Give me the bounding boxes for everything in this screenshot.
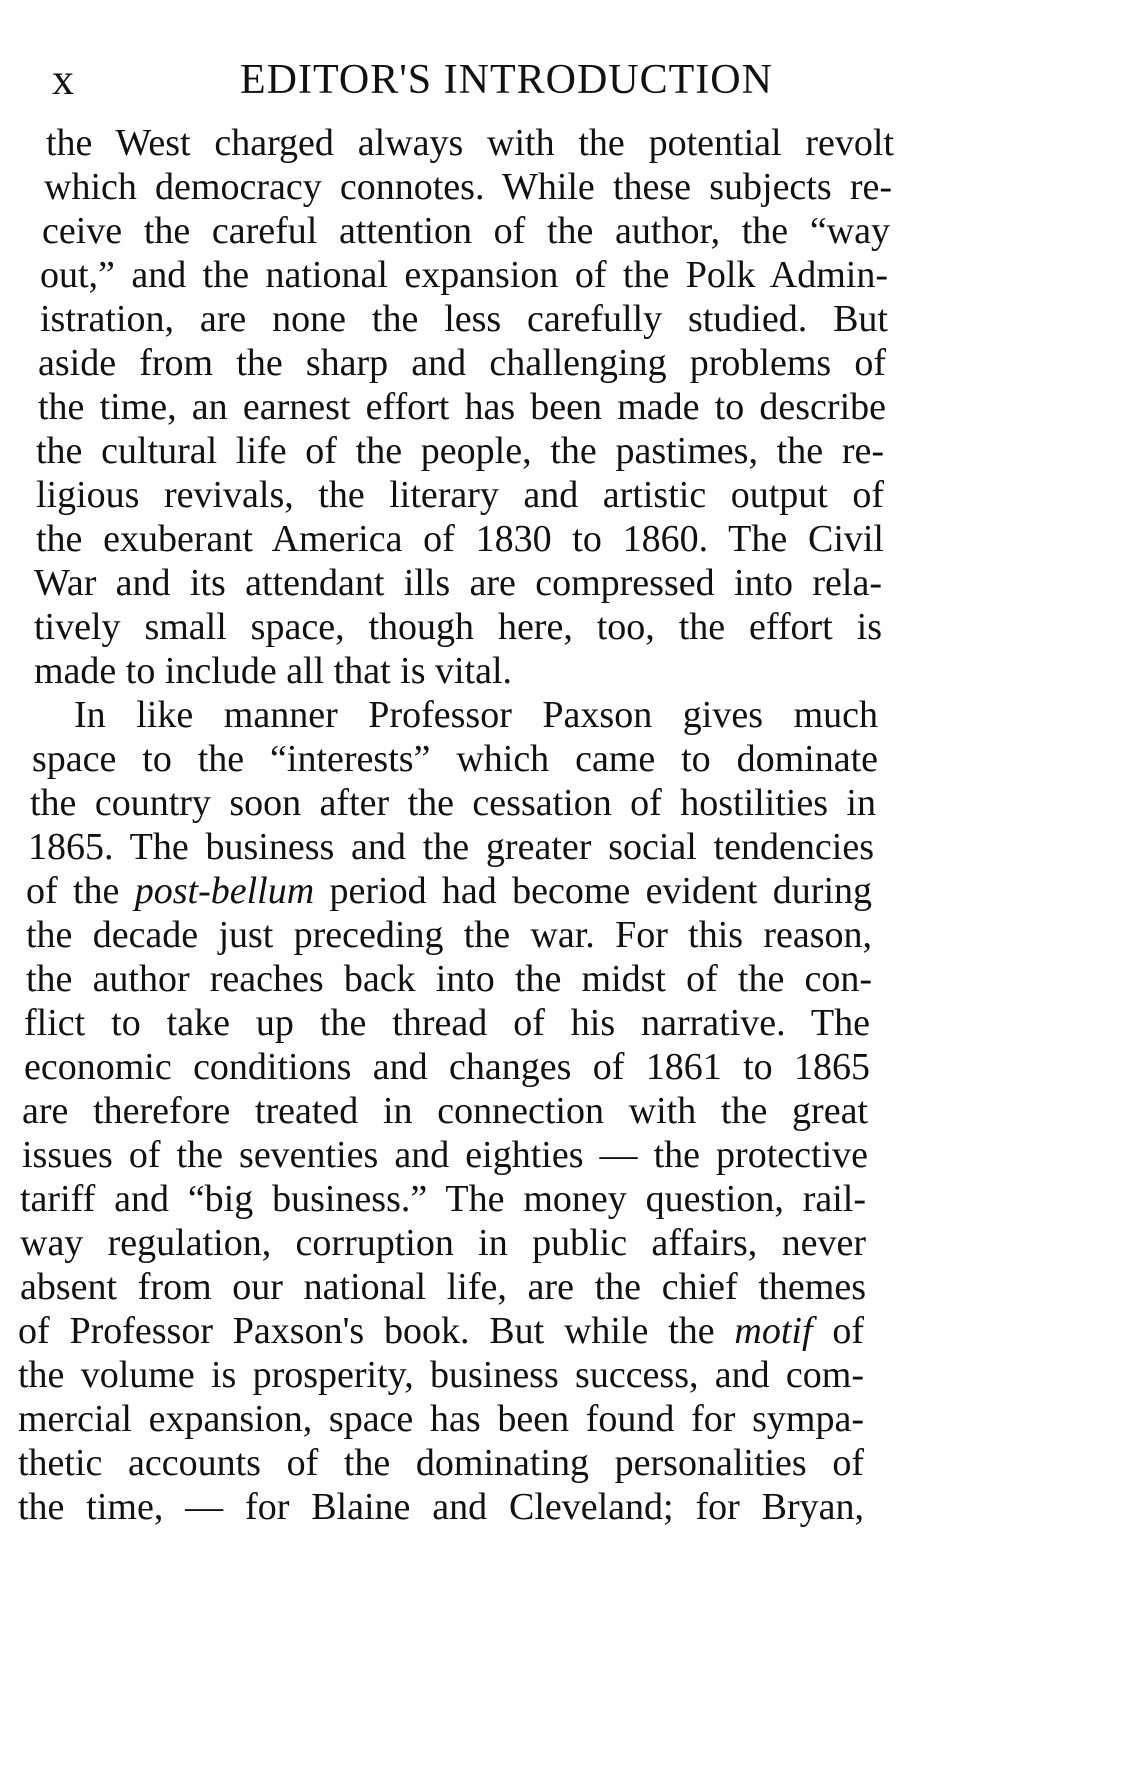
text-line: the author reaches back into the midst of the con- xyxy=(26,958,872,1000)
text-line: the cultural life of the people, the pastimes, the re- xyxy=(36,430,884,472)
text-line: ceive the careful attention of the author, the “way xyxy=(42,210,890,252)
text-line: economic conditions and changes of 1861 to 1865 xyxy=(24,1046,870,1088)
text-line: absent from our national life, are the chief themes xyxy=(20,1266,866,1308)
text-line: the time, an earnest effort has been made to describe xyxy=(38,386,886,428)
text-fragment: of xyxy=(812,1310,864,1352)
text-line: tariff and “big business.” The money question, rail- xyxy=(20,1178,866,1220)
running-head: EDITOR'S INTRODUCTION xyxy=(240,57,773,103)
text-line: aside from the sharp and challenging problems of xyxy=(38,342,886,384)
text-line: 1865. The business and the greater social tendencies xyxy=(28,826,874,868)
text-line: way regulation, corruption in public affairs, never xyxy=(20,1222,866,1264)
text-line: War and its attendant ills are compressed into rela- xyxy=(34,562,882,604)
text-line: the country soon after the cessation of hostilities in xyxy=(30,782,876,824)
text-line: space to the “interests” which came to dominate xyxy=(32,738,878,780)
text-line: ligious revivals, the literary and artistic output of xyxy=(36,474,884,516)
text-fragment: period had become evident during xyxy=(314,870,872,912)
text-line xyxy=(26,866,872,916)
text-line: the time, — for Blaine and Cleveland; for Bryan, xyxy=(18,1486,864,1528)
text-line: the decade just preceding the war. For this reason, xyxy=(26,914,872,956)
page-number: x xyxy=(52,55,74,104)
text-line: In like manner Professor Paxson gives much xyxy=(74,694,878,736)
page-header xyxy=(0,50,1128,110)
text-line: mercial expansion, space has been found for sympa- xyxy=(18,1398,864,1440)
text-line: istration, are none the less carefully studied. But xyxy=(40,298,888,340)
text-line xyxy=(18,1306,864,1356)
text-fragment: of the xyxy=(26,870,135,912)
text-line: tively small space, though here, too, the effort is xyxy=(34,606,882,648)
text-line: the West charged always with the potential revolt xyxy=(46,122,894,164)
text-line: thetic accounts of the dominating personalities of xyxy=(18,1442,864,1484)
text-line: issues of the seventies and eighties — the protective xyxy=(22,1134,868,1176)
italic-term: post-bellum xyxy=(134,870,315,912)
text-line: the volume is prosperity, business success, and com- xyxy=(18,1354,864,1396)
text-line: the exuberant America of 1830 to 1860. The Civil xyxy=(36,518,884,560)
text-line: which democracy connotes. While these subjects re- xyxy=(44,166,892,208)
text-line: flict to take up the thread of his narrative. The xyxy=(24,1002,870,1044)
text-line: are therefore treated in connection with the great xyxy=(22,1090,868,1132)
italic-term: motif xyxy=(734,1310,813,1352)
text-line: out,” and the national expansion of the Polk Admin- xyxy=(40,254,888,296)
text-fragment: of Professor Paxson's book. But while the xyxy=(18,1310,735,1352)
text-line: made to include all that is vital. xyxy=(34,650,513,692)
